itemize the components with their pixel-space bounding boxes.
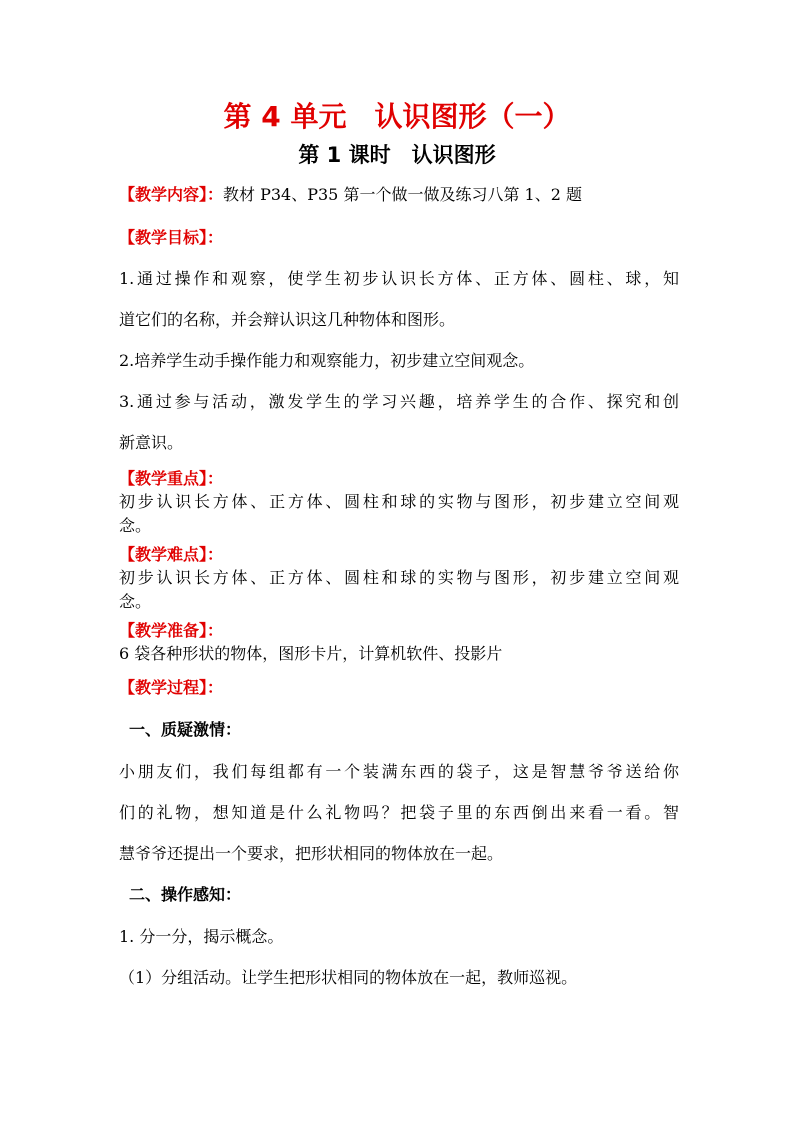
preparation-label: 【教学准备】： bbox=[119, 621, 224, 640]
goal-1-line-2: 道它们的名称，并会辩认识这几种物体和图形。 bbox=[119, 310, 456, 329]
section-1-heading: 一、质疑激情： bbox=[129, 720, 242, 739]
section-1-para-line-3: 慧爷爷还提出一个要求，把形状相同的物体放在一起。 bbox=[119, 844, 504, 863]
preparation-text: 6 袋各种形状的物体，图形卡片，计算机软件、投影片 bbox=[119, 644, 503, 663]
lesson-title: 第 1 课时 认识图形 bbox=[298, 143, 496, 167]
preparation-heading bbox=[119, 620, 679, 642]
section-1-para-line-1: 小朋友们，我们每组都有一个装满东西的袋子，这是智慧爷爷送给你 bbox=[119, 762, 679, 781]
goal-3-line-2: 新意识。 bbox=[119, 433, 184, 452]
difficulties-line-1: 初步认识长方体、正方体、圆柱和球的实物与图形，初步建立空间观 bbox=[119, 568, 679, 587]
difficulties-line-2: 念。 bbox=[119, 592, 152, 611]
step-1-1: （1）分组活动。让学生把形状相同的物体放在一起，教师巡视。 bbox=[119, 968, 578, 987]
section-2-heading: 二、操作感知： bbox=[129, 885, 242, 904]
key-points-heading bbox=[119, 468, 679, 490]
difficulties-heading bbox=[119, 544, 679, 566]
section-1-para-line-2: 们的礼物，想知道是什么礼物吗？把袋子里的东西倒出来看一看。智 bbox=[119, 803, 679, 822]
teaching-goals-heading bbox=[119, 227, 679, 249]
teaching-content-line bbox=[119, 184, 679, 206]
teaching-content-label: 【教学内容】： bbox=[119, 185, 224, 204]
process-heading bbox=[119, 677, 679, 699]
unit-title: 第 4 单元 认识图形（一） bbox=[223, 100, 571, 133]
goal-3-line-1: 3.通过参与活动，激发学生的学习兴趣，培养学生的合作、探究和创 bbox=[119, 392, 679, 411]
process-label: 【教学过程】： bbox=[119, 678, 224, 697]
goal-2: 2.培养学生动手操作能力和观察能力，初步建立空间观念。 bbox=[119, 351, 535, 370]
teaching-goals-label: 【教学目标】： bbox=[119, 228, 224, 247]
goal-1-line-1: 1.通过操作和观察，使学生初步认识长方体、正方体、圆柱、球，知 bbox=[119, 269, 679, 288]
step-1: 1. 分一分，揭示概念。 bbox=[119, 927, 284, 946]
key-points-label: 【教学重点】： bbox=[119, 469, 224, 488]
key-points-line-1: 初步认识长方体、正方体、圆柱和球的实物与图形，初步建立空间观 bbox=[119, 492, 679, 511]
teaching-content-text: 教材 P34、P35 第一个做一做及练习八第 1、2 题 bbox=[223, 185, 582, 204]
difficulties-label: 【教学难点】： bbox=[119, 545, 224, 564]
key-points-line-2: 念。 bbox=[119, 516, 152, 535]
